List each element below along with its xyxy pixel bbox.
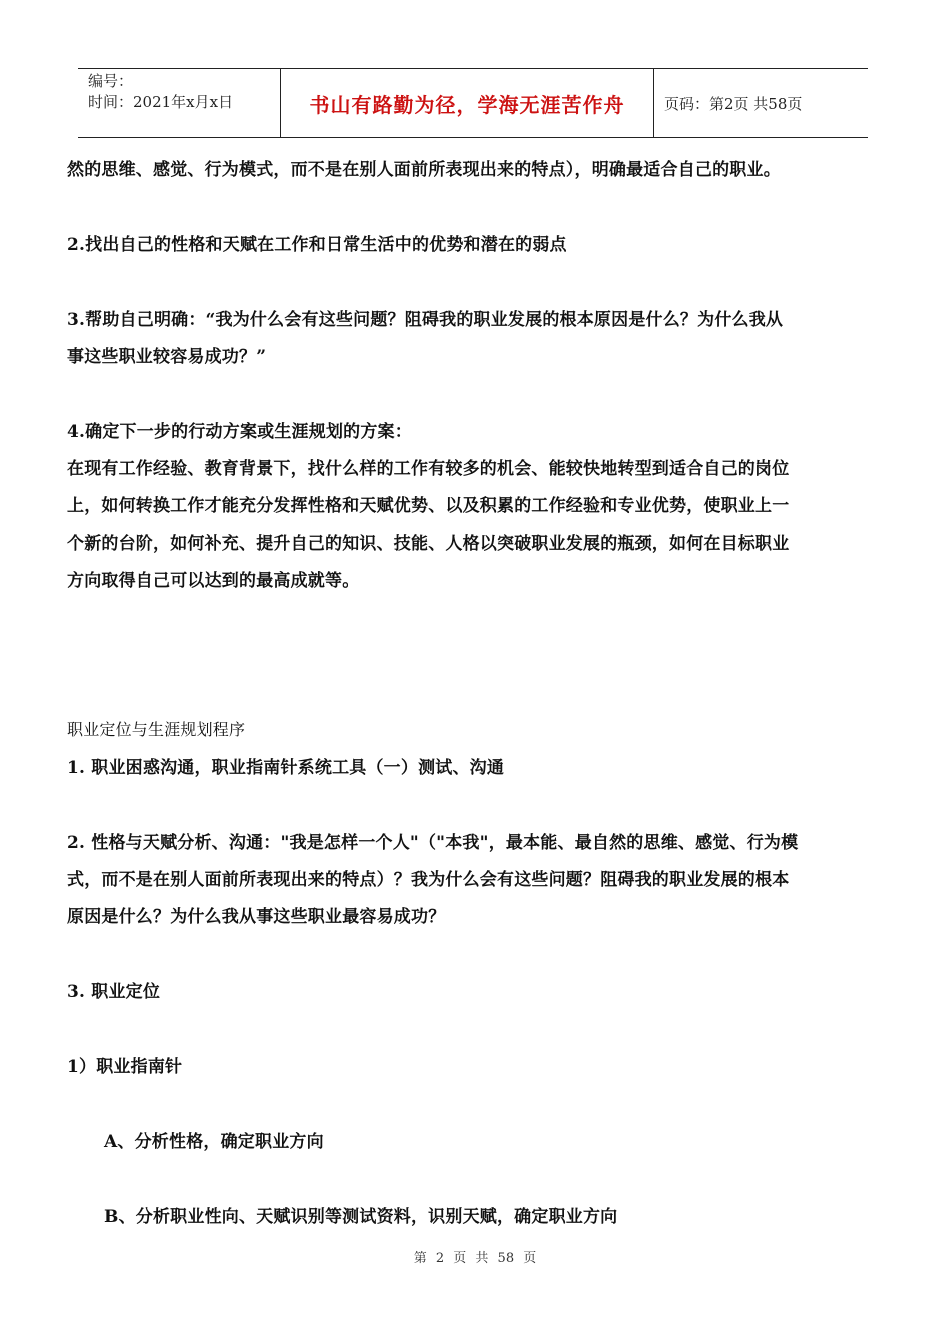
paragraph-line-8: 个新的台阶，如何补充、提升自己的知识、技能、人格以突破职业发展的瓶颈，如何在目标职业 bbox=[67, 534, 790, 554]
paragraph-line-7: 上，如何转换工作才能充分发挥性格和天赋优势、以及积累的工作经验和专业优势，使职业上一 bbox=[67, 496, 790, 516]
list-item-2-line-2: 式，而不是在别人面前所表现出来的特点）？我为什么会有这些问题？阻碍我的职业发展的根本 bbox=[67, 870, 790, 890]
list-item-2-line-3: 原因是什么？为什么我从事这些职业最容易成功？ bbox=[67, 907, 446, 927]
header-meta bbox=[78, 69, 280, 137]
paragraph-line-2: 2.找出自己的性格和天赋在工作和日常生活中的优势和潜在的弱点 bbox=[67, 235, 567, 255]
paragraph-line-6: 在现有工作经验、教育背景下，找什么样的工作有较多的机会、能较快地转型到适合自己的岗位 bbox=[67, 459, 790, 479]
header-motto: 书山有路勤为径，学海无涯苦作舟 bbox=[280, 69, 654, 137]
paragraph-line-5: 4.确定下一步的行动方案或生涯规划的方案： bbox=[67, 422, 412, 442]
paragraph-line-9: 方向取得自己可以达到的最高成就等。 bbox=[67, 571, 360, 591]
paragraph-line-3: 3.帮助自己明确：“我为什么会有这些问题？阻碍我的职业发展的根本原因是什么？为什么我从 bbox=[67, 310, 784, 330]
section-heading: 职业定位与生涯规划程序 bbox=[67, 720, 246, 739]
sub-item-1: 1）职业指南针 bbox=[67, 1057, 183, 1077]
document-number-label: 编号： bbox=[88, 72, 134, 90]
page-header bbox=[78, 68, 868, 138]
sub-item-a: A、分析性格，确定职业方向 bbox=[104, 1132, 324, 1152]
document-date-label: 时间：2021年x月x日 bbox=[88, 93, 234, 111]
paragraph-line-1: 然的思维、感觉、行为模式，而不是在别人面前所表现出来的特点），明确最适合自己的职业。 bbox=[67, 160, 781, 180]
page-footer: 第 2 页 共 58 页 bbox=[413, 1251, 537, 1266]
list-item-2-line-1: 2. 性格与天赋分析、沟通："我是怎样一个人"（"本我"，最本能、最自然的思维、感觉、行为模 bbox=[67, 833, 799, 853]
sub-item-b: B、分析职业性向、天赋识别等测试资料，识别天赋，确定职业方向 bbox=[104, 1207, 618, 1227]
header-page-info: 页码：第2页 共58页 bbox=[664, 94, 803, 113]
list-item-1: 1. 职业困惑沟通，职业指南针系统工具（一）测试、沟通 bbox=[67, 758, 505, 778]
paragraph-line-4: 事这些职业较容易成功？” bbox=[67, 347, 267, 367]
list-item-3: 3. 职业定位 bbox=[67, 982, 161, 1002]
